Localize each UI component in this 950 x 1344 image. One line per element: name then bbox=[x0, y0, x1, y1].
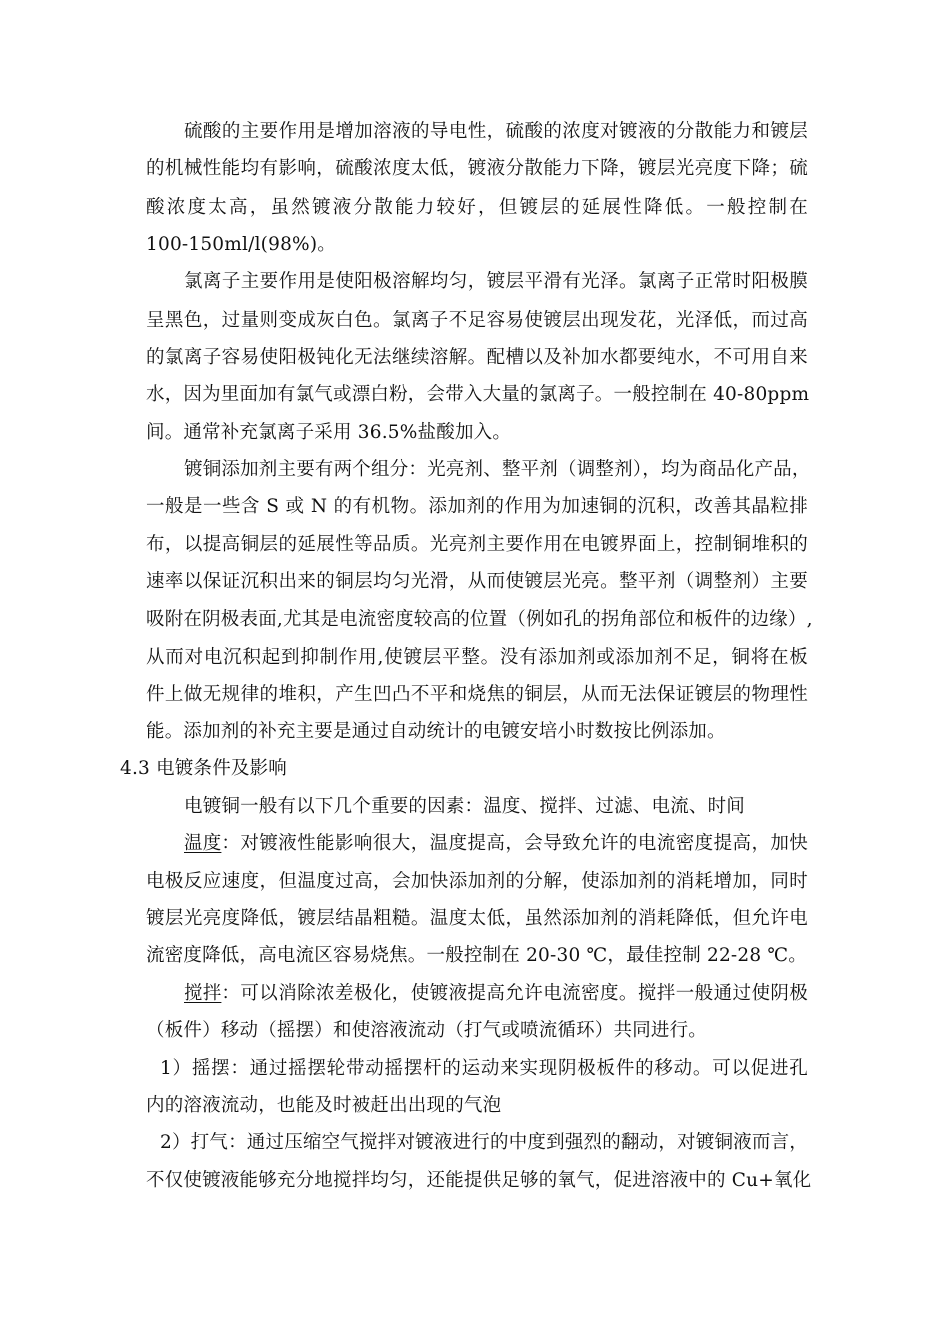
paragraph-line: 件上做无规律的堆积，产生凹凸不平和烧焦的铜层，从而无法保证镀层的物理性 bbox=[146, 684, 808, 705]
paragraph-line: 的氯离子容易使阳极钝化无法继续溶解。配槽以及补加水都要纯水，不可用自来 bbox=[146, 347, 808, 368]
paragraph-line bbox=[184, 832, 808, 856]
paragraph-line: 电镀铜一般有以下几个重要的因素：温度、搅拌、过滤、电流、时间 bbox=[184, 796, 746, 817]
paragraph-line bbox=[184, 982, 808, 1006]
paragraph-line: 不仅使镀液能够充分地搅拌均匀，还能提供足够的氧气，促进溶液中的 Cu+氧化 bbox=[146, 1170, 812, 1191]
paragraph-line: 2）打气：通过压缩空气搅拌对镀液进行的中度到强烈的翻动，对镀铜液而言， bbox=[160, 1132, 808, 1153]
paragraph-line: 100-150ml/l(98%)。 bbox=[146, 234, 336, 255]
paragraph-line: 硫酸的主要作用是增加溶液的导电性，硫酸的浓度对镀液的分散能力和镀层 bbox=[184, 121, 808, 142]
paragraph-line: （板件）移动（摇摆）和使溶液流动（打气或喷流循环）共同进行。 bbox=[146, 1020, 708, 1041]
paragraph-line: 呈黑色，过量则变成灰白色。氯离子不足容易使镀层出现发花，光泽低，而过高 bbox=[146, 310, 808, 331]
paragraph-line: 的机械性能均有影响，硫酸浓度太低，镀液分散能力下降，镀层光亮度下降；硫 bbox=[146, 158, 808, 179]
paragraph-line: 酸浓度太高，虽然镀液分散能力较好，但镀层的延展性降低。一般控制在 bbox=[146, 197, 808, 218]
paragraph-line: 布，以提高铜层的延展性等品质。光亮剂主要作用在电镀界面上，控制铜堆积的 bbox=[146, 534, 808, 555]
paragraph-line: 内的溶液流动，也能及时被赶出出现的气泡 bbox=[146, 1095, 502, 1116]
paragraph-line: 能。添加剂的补充主要是通过自动统计的电镀安培小时数按比例添加。 bbox=[146, 721, 726, 742]
paragraph-line: 水，因为里面加有氯气或漂白粉，会带入大量的氯离子。一般控制在 40-80ppm bbox=[146, 384, 810, 405]
section-heading: 4.3 电镀条件及影响 bbox=[120, 758, 288, 779]
paragraph-line: 流密度降低，高电流区容易烧焦。一般控制在 20-30 ℃，最佳控制 22-28 ℃。 bbox=[146, 945, 807, 966]
paragraph-line: 一般是一些含 S 或 N 的有机物。添加剂的作用为加速铜的沉积，改善其晶粒排 bbox=[146, 496, 808, 517]
paragraph-line: 间。通常补充氯离子采用 36.5%盐酸加入。 bbox=[146, 422, 512, 443]
term-label: 温度 bbox=[184, 833, 222, 854]
paragraph-line: 镀铜添加剂主要有两个组分：光亮剂、整平剂（调整剂），均为商品化产品， bbox=[184, 459, 811, 480]
term-label: 搅拌 bbox=[184, 983, 222, 1004]
paragraph-text: ：对镀液性能影响很大，温度提高，会导致允许的电流密度提高，加快 bbox=[221, 833, 808, 854]
paragraph-line: 速率以保证沉积出来的铜层均匀光滑，从而使镀层光亮。整平剂（调整剂）主要 bbox=[146, 571, 808, 592]
paragraph-line: 氯离子主要作用是使阳极溶解均匀，镀层平滑有光泽。氯离子正常时阳极膜 bbox=[184, 271, 808, 292]
paragraph-line: 吸附在阴极表面,尤其是电流密度较高的位置（例如孔的拐角部位和板件的边缘）, bbox=[146, 609, 813, 630]
paragraph-line: 从而对电沉积起到抑制作用,使镀层平整。没有添加剂或添加剂不足，铜将在板 bbox=[146, 647, 808, 668]
paragraph-line: 电极反应速度，但温度过高，会加快添加剂的分解，使添加剂的消耗增加，同时 bbox=[146, 871, 808, 892]
paragraph-line: 1）摇摆：通过摇摆轮带动摇摆杆的运动来实现阴极板件的移动。可以促进孔 bbox=[160, 1058, 808, 1079]
paragraph-line: 镀层光亮度降低，镀层结晶粗糙。温度太低，虽然添加剂的消耗降低，但允许电 bbox=[146, 908, 808, 929]
paragraph-text: ：可以消除浓差极化，使镀液提高允许电流密度。搅拌一般通过使阴极 bbox=[221, 983, 808, 1004]
